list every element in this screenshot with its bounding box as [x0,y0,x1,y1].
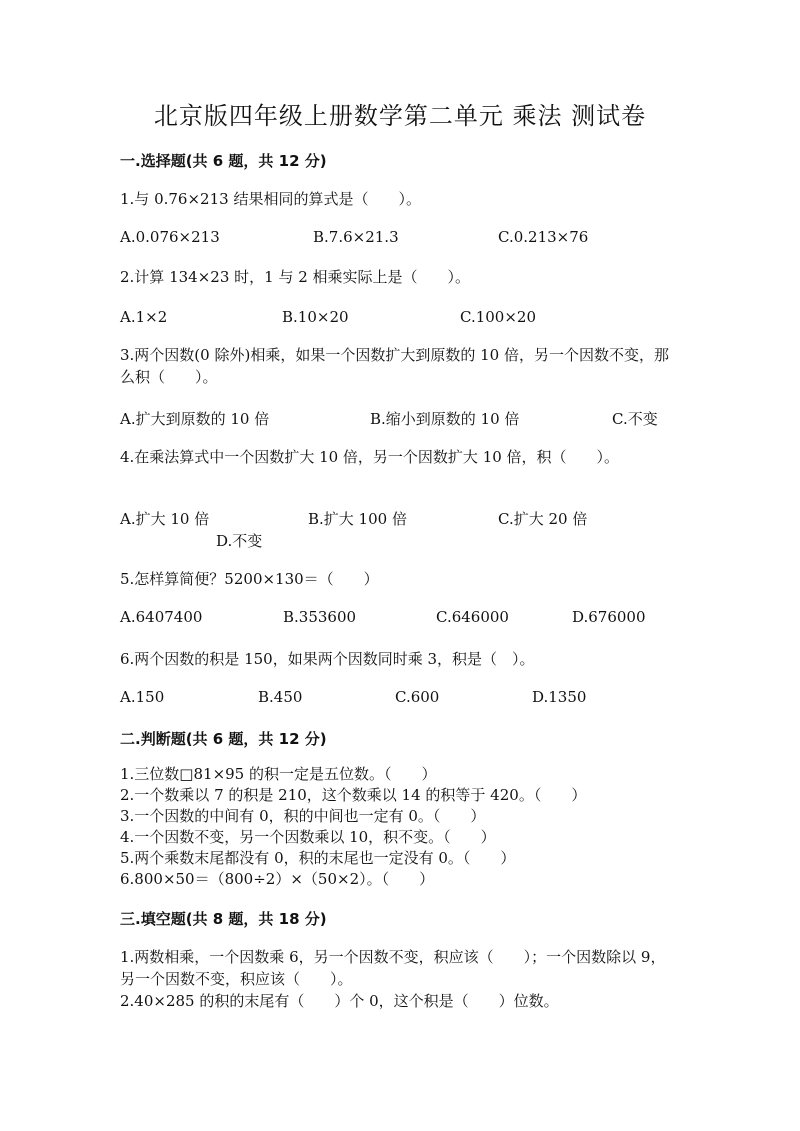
q3-option-b: B.缩小到原数的 10 倍 [370,410,520,428]
q4-option-c: C.扩大 20 倍 [498,510,588,528]
judgement-item: 2.一个数乘以 7 的积是 210，这个数乘以 14 的积等于 420。（ ） [120,786,587,804]
q6-option-d: D.1350 [532,688,587,706]
question-1: 1.与 0.76×213 结果相同的算式是（ ）。 [120,190,421,208]
q2-option-a: A.1×2 [120,308,168,326]
fill-blank-item: 1.两数相乘，一个因数乘 6，另一个因数不变，积应该（ ）；一个因数除以 9，另一个因数不变，积应该（ ）。 [120,948,666,988]
question-5: 5.怎样算简便？5200×130＝（ ） [120,570,379,588]
q1-option-b: B.7.6×21.3 [313,228,399,246]
question-4: 4.在乘法算式中一个因数扩大 10 倍，另一个因数扩大 10 倍，积（ ）。 [120,448,620,466]
judgement-item: 3.一个因数的中间有 0，积的中间也一定有 0。（ ） [120,807,486,825]
section-heading-fill-blank: 三.填空题(共 8 题，共 18 分) [120,910,327,928]
q3-option-a: A.扩大到原数的 10 倍 [120,410,270,428]
q2-option-b: B.10×20 [282,308,349,326]
q4-option-a: A.扩大 10 倍 [120,510,210,528]
judgement-item: 6.800×50＝（800÷2）×（50×2）。（ ） [120,870,435,888]
q6-option-b: B.450 [258,688,303,706]
q5-option-b: B.353600 [283,608,357,626]
q6-option-a: A.150 [120,688,165,706]
fill-blank-item: 2.40×285 的积的末尾有（ ）个 0，这个积是（ ）位数。 [120,992,559,1010]
question-3: 3.两个因数(0 除外)相乘，如果一个因数扩大到原数的 10 倍，另一个因数不变，那么积（ ）。 [120,346,669,386]
q1-option-a: A.0.076×213 [120,228,220,246]
question-2: 2.计算 134×23 时，1 与 2 相乘实际上是（ ）。 [120,268,471,286]
page-title: 北京版四年级上册数学第二单元 乘法 测试卷 [153,102,647,130]
q2-option-c: C.100×20 [460,308,536,326]
q6-option-c: C.600 [395,688,440,706]
q3-option-c: C.不变 [612,410,658,428]
question-6: 6.两个因数的积是 150，如果两个因数同时乘 3，积是（ ）。 [120,650,535,668]
q4-option-d: D.不变 [216,532,263,550]
q5-option-a: A.6407400 [120,608,203,626]
judgement-item: 4.一个因数不变，另一个因数乘以 10，积不变。（ ） [120,828,496,846]
q5-option-d: D.676000 [572,608,646,626]
q4-option-b: B.扩大 100 倍 [308,510,407,528]
section-heading-judgement: 二.判断题(共 6 题，共 12 分) [120,730,327,748]
section-heading-choice: 一.选择题(共 6 题，共 12 分) [120,152,327,170]
judgement-item: 5.两个乘数末尾都没有 0，积的末尾也一定没有 0。（ ） [120,849,516,867]
q1-option-c: C.0.213×76 [498,228,589,246]
judgement-item: 1.三位数□81×95 的积一定是五位数。（ ） [120,765,437,783]
q5-option-c: C.646000 [436,608,509,626]
